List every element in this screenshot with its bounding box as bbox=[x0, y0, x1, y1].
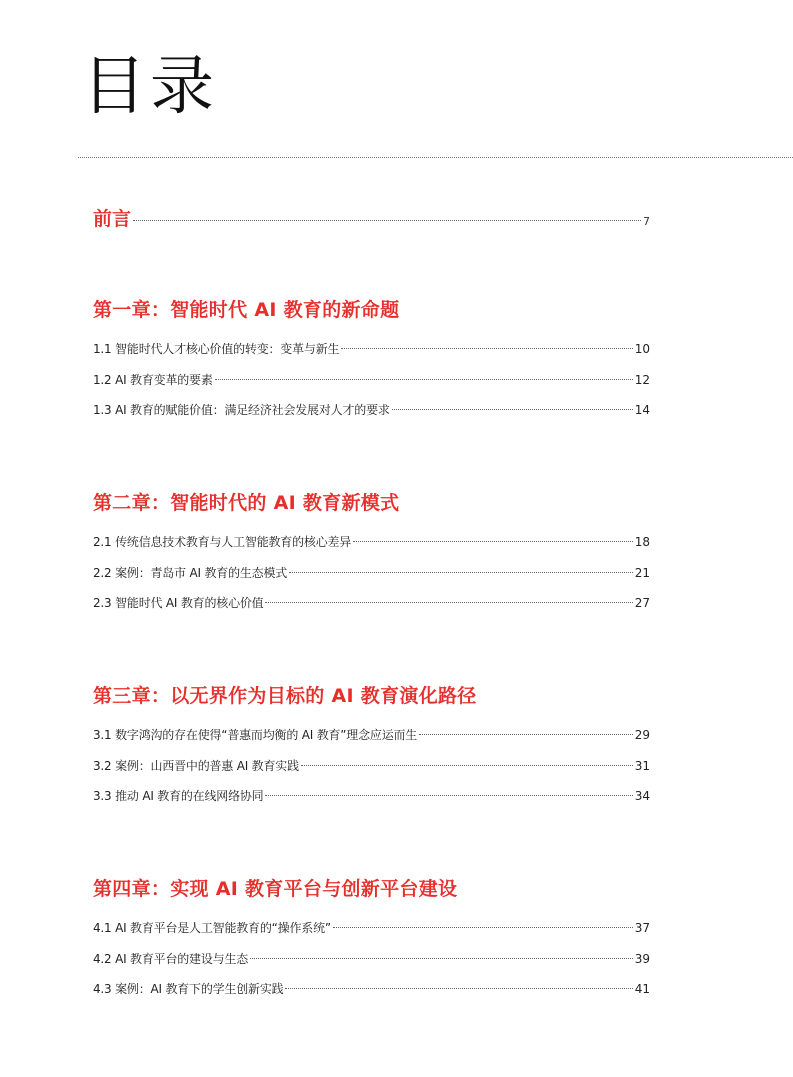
dot-leader bbox=[265, 795, 632, 796]
chapter-heading[interactable]: 第三章：以无界作为目标的 AI 教育演化路径 bbox=[93, 685, 477, 707]
toc-chapter-1 bbox=[93, 296, 650, 426]
dot-leader bbox=[289, 572, 633, 573]
toc-preface[interactable] bbox=[93, 204, 650, 231]
dot-leader bbox=[265, 602, 632, 603]
toc-entry-label: 1.3 AI 教育的赋能价值：满足经济社会发展对人才的要求 bbox=[93, 403, 390, 417]
toc-entry[interactable] bbox=[93, 913, 650, 944]
toc-page-number: 34 bbox=[634, 789, 650, 803]
toc-entry[interactable] bbox=[93, 781, 650, 812]
dot-leader bbox=[133, 220, 641, 221]
toc-entry-label: 1.2 AI 教育变革的要素 bbox=[93, 372, 213, 387]
toc-page-number: 7 bbox=[643, 215, 650, 228]
toc-page-number: 21 bbox=[634, 565, 650, 580]
toc-entry[interactable] bbox=[93, 751, 650, 782]
dot-leader bbox=[392, 409, 633, 410]
dot-leader bbox=[419, 734, 633, 735]
toc-entry-label: 4.2 AI 教育平台的建设与生态 bbox=[93, 951, 249, 966]
toc-entry[interactable] bbox=[93, 720, 650, 751]
toc-page-number: 18 bbox=[634, 535, 650, 549]
toc-entry-label: 4.3 案例：AI 教育下的学生创新实践 bbox=[93, 982, 284, 996]
toc-page-number: 39 bbox=[634, 951, 650, 966]
dot-leader bbox=[250, 958, 633, 959]
chapter-heading[interactable]: 第二章：智能时代的 AI 教育新模式 bbox=[93, 492, 400, 514]
toc-preface-label: 前言 bbox=[93, 208, 132, 230]
toc-page-number: 37 bbox=[634, 921, 650, 935]
toc-entry-label: 4.1 AI 教育平台是人工智能教育的“操作系统” bbox=[93, 921, 331, 935]
title-divider bbox=[78, 157, 793, 158]
toc-entry-label: 2.3 智能时代 AI 教育的核心价值 bbox=[93, 596, 264, 610]
toc-entry[interactable] bbox=[93, 334, 650, 365]
toc-entry-label: 2.1 传统信息技术教育与人工智能教育的核心差异 bbox=[93, 535, 352, 549]
toc-page-number: 10 bbox=[634, 342, 650, 356]
toc-entry-label: 1.1 智能时代人才核心价值的转变：变革与新生 bbox=[93, 342, 340, 356]
toc-chapter-4 bbox=[93, 875, 650, 1005]
toc-entry-label: 2.2 案例：青岛市 AI 教育的生态模式 bbox=[93, 565, 288, 580]
toc-page-number: 14 bbox=[634, 403, 650, 417]
toc-entry-label: 3.3 推动 AI 教育的在线网络协同 bbox=[93, 789, 264, 803]
toc-entry[interactable] bbox=[93, 944, 650, 975]
toc-entry[interactable] bbox=[93, 527, 650, 558]
toc-entry-label: 3.1 数字鸿沟的存在使得“普惠而均衡的 AI 教育”理念应运而生 bbox=[93, 728, 418, 742]
toc-entry[interactable] bbox=[93, 395, 650, 426]
toc-entry[interactable] bbox=[93, 974, 650, 1005]
chapter-heading[interactable]: 第四章：实现 AI 教育平台与创新平台建设 bbox=[93, 878, 458, 900]
toc-page-number: 29 bbox=[634, 728, 650, 742]
toc-page-number: 27 bbox=[634, 596, 650, 610]
dot-leader bbox=[341, 348, 632, 349]
dot-leader bbox=[353, 541, 633, 542]
dot-leader bbox=[333, 927, 633, 928]
chapter-heading[interactable]: 第一章：智能时代 AI 教育的新命题 bbox=[93, 299, 400, 321]
toc-entry[interactable] bbox=[93, 365, 650, 396]
toc-entry[interactable] bbox=[93, 588, 650, 619]
toc-page-number: 31 bbox=[634, 758, 650, 773]
dot-leader bbox=[285, 988, 632, 989]
toc-chapter-2 bbox=[93, 489, 650, 619]
dot-leader bbox=[215, 379, 633, 380]
page-title: 目录 bbox=[82, 50, 218, 124]
toc-page-number: 12 bbox=[634, 372, 650, 387]
toc-chapter-3 bbox=[93, 682, 650, 812]
toc-entry-label: 3.2 案例：山西晋中的普惠 AI 教育实践 bbox=[93, 758, 299, 773]
toc-entry[interactable] bbox=[93, 558, 650, 589]
dot-leader bbox=[301, 765, 633, 766]
toc-page-number: 41 bbox=[634, 982, 650, 996]
